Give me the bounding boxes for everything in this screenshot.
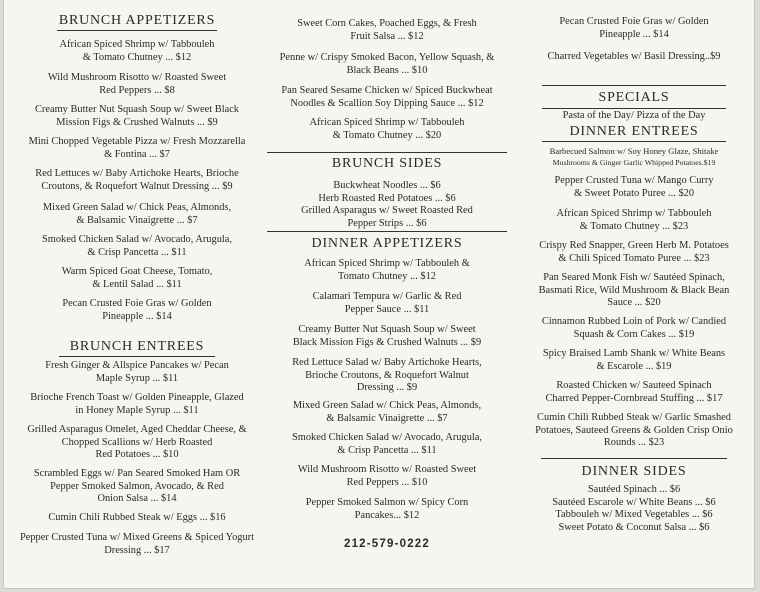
brunch-side-line: Grilled Asparagus w/ Sweet Roasted Red [301,205,473,217]
brunch-appetizer-line: African Spiced Shrimp w/ Tabbouleh [59,39,215,50]
brunch-appetizer-item [10,266,264,291]
brunch-entree-line: Brioche French Toast w/ Golden Pineapple, Glazed [30,392,244,403]
brunch-appetizer-line: & Fontina ... $7 [104,148,170,160]
brunch-appetizer-line: & Crisp Pancetta ... $11 [87,246,187,258]
menu-page [4,0,754,588]
dinner-appetizer-line: Mixed Green Salad w/ Chick Peas, Almonds, [292,400,482,411]
dinner-appetizer-line: Red Peppers ... $10 [346,476,428,488]
brunch-entree-item [10,360,264,385]
dinner-entree-line: Spicy Braised Lamb Shank w/ White Beans [542,348,726,359]
dinner-appetizer-line: Wild Mushroom Risotto w/ Roasted Sweet [297,464,477,475]
brunch-entree-line: Pepper Smoked Salmon, Avocado, & Red [50,480,224,492]
brunch-entree-line: Chopped Scallions w/ Herb Roasted [61,436,213,448]
brunch-entree-cont-line: Penne w/ Crispy Smoked Bacon, Yellow Squash, & [279,52,495,63]
dinner-appetizer-item [266,357,508,395]
dinner-sides-heading: DINNER SIDES [541,458,727,481]
brunch-sides-heading: BRUNCH SIDES [267,152,507,173]
dinner-entree-line: Squash & Corn Cakes ... $19 [573,328,695,340]
brunch-entree-cont-line: African Spiced Shrimp w/ Tabbouleh [309,117,465,128]
dinner-entree-item [516,146,752,168]
specials-text: Pasta of the Day/ Pizza of the Day [542,108,726,123]
dinner-appetizer-line: & Crisp Pancetta ... $11 [337,444,437,456]
specials-heading: SPECIALS [542,85,726,107]
dinner-appetizer-line: Red Lettuce Salad w/ Baby Artichoke Hearts, [292,357,482,368]
dinner-entree-line: Crispy Red Snapper, Green Herb M. Potatoes [539,240,729,251]
brunch-entree-line: Scrambled Eggs w/ Pan Seared Smoked Ham OR [33,468,241,479]
dinner-appetizer-line: & Balsamic Vinaigrette ... $7 [326,412,448,424]
brunch-appetizer-item [10,72,264,97]
dinner-appetizer-line: Pepper Smoked Salmon w/ Spicy Corn [305,497,469,508]
brunch-appetizer-item [10,168,264,193]
brunch-appetizer-line: Red Peppers ... $8 [99,84,175,96]
dinner-appetizer-item [266,258,508,283]
dinner-side-line: Sweet Potato & Coconut Salsa ... $6 [558,521,710,533]
dinner-entree-line: African Spiced Shrimp w/ Tabbouleh [556,208,712,219]
dinner-side-line: Tabbouleh w/ Mixed Vegetables ... $6 [555,509,713,521]
brunch-entree-line: Grilled Asparagus Omelet, Aged Cheddar Cheese, & [27,424,247,435]
brunch-appetizer-line: Mission Figs & Crushed Walnuts ... $9 [56,116,218,128]
brunch-entree-cont-line: Fruit Salsa ... $12 [350,30,424,42]
brunch-sides-list [266,180,508,230]
dinner-appetizer-cont-line: Charred Vegetables w/ Basil Dressing..$9 [547,51,721,62]
dinner-appetizers-heading: DINNER APPETIZERS [267,231,507,253]
brunch-entree-cont-item [266,18,508,43]
dinner-appetizer-item [266,497,508,522]
dinner-entree-line: Cumin Chili Rubbed Steak w/ Garlic Smashed [537,412,731,423]
dinner-appetizer-cont-item [516,51,752,64]
dinner-entree-line: & Tomato Chutney ... $23 [579,220,689,232]
dinner-entree-line: Roasted Chicken w/ Sauteed Spinach [556,380,712,391]
brunch-side-line: Pepper Strips ... $6 [347,217,427,229]
dinner-side-line: Sautéed Escarole w/ White Beans ... $6 [552,496,716,508]
brunch-appetizer-line: & Balsamic Vinaigrette ... $7 [76,214,198,226]
brunch-entree-cont-line: Pan Seared Sesame Chicken w/ Spiced Buckwheat [281,85,493,96]
dinner-appetizer-line: African Spiced Shrimp w/ Tabbouleh & [304,258,470,269]
dinner-entree-line: Sauce ... $20 [607,297,661,309]
brunch-appetizer-item [10,136,264,161]
brunch-entree-line: Pepper Crusted Tuna w/ Mixed Greens & Spiced Yogurt [19,532,255,543]
dinner-appetizer-line: Smoked Chicken Salad w/ Avocado, Arugula, [292,432,482,443]
brunch-side-line: Herb Roasted Red Potatoes ... $6 [318,192,456,204]
brunch-entree-line: Onion Salsa ... $14 [97,493,177,505]
brunch-appetizer-item [10,234,264,259]
brunch-entree-cont-item [266,117,508,142]
dinner-appetizer-item [266,432,508,457]
brunch-entree-line: Maple Syrup ... $11 [95,372,179,384]
dinner-appetizer-cont-item [516,16,752,41]
brunch-entree-item [10,468,264,506]
brunch-appetizer-line: Smoked Chicken Salad w/ Avocado, Arugula, [42,234,232,245]
dinner-entree-line: Pepper Crusted Tuna w/ Mango Curry [554,175,714,186]
dinner-entree-item [516,348,752,373]
brunch-entree-line: Cumin Chili Rubbed Steak w/ Eggs ... $16 [48,512,226,523]
brunch-appetizer-item [10,104,264,129]
brunch-appetizer-item [10,39,264,64]
brunch-entree-line: Dressing ... $17 [104,544,170,556]
dinner-entrees-heading: DINNER ENTREES [542,123,726,142]
dinner-entree-line: & Chili Spiced Tomato Puree ... $23 [558,252,710,264]
brunch-appetizer-line: Pecan Crusted Foie Gras w/ Golden [62,298,212,309]
dinner-appetizer-line: Creamy Butter Nut Squash Soup w/ Sweet [298,324,476,335]
brunch-entrees-heading: BRUNCH ENTREES [59,338,215,357]
dinner-entree-item [516,208,752,233]
brunch-appetizer-line: Mixed Green Salad w/ Chick Peas, Almonds, [42,202,232,213]
brunch-appetizer-line: & Tomato Chutney ... $12 [82,51,192,63]
dinner-sides-list [516,484,752,534]
brunch-entree-item [10,424,264,462]
brunch-appetizers-heading: BRUNCH APPETIZERS [57,12,217,31]
dinner-entree-item [516,175,752,200]
dinner-appetizer-cont-line: Pecan Crusted Foie Gras w/ Golden [559,16,709,27]
dinner-appetizer-line: Brioche Croutons, & Roquefort Walnut [305,369,469,381]
brunch-entree-cont-item [266,85,508,110]
brunch-appetizer-line: Creamy Butter Nut Squash Soup w/ Sweet Black [34,104,240,115]
brunch-appetizer-item [10,298,264,323]
brunch-entree-line: in Honey Maple Syrup ... $11 [75,404,199,416]
brunch-entree-item [10,512,264,525]
dinner-appetizer-line: Calamari Tempura w/ Garlic & Red [312,291,462,302]
dinner-appetizer-line: Dressing ... $9 [356,382,418,394]
dinner-appetizer-line: Black Mission Figs & Crushed Walnuts ... $9 [292,336,482,348]
dinner-entree-line: & Escarole ... $19 [596,360,672,372]
brunch-entree-line: Fresh Ginger & Allspice Pancakes w/ Pecan [45,360,229,371]
phone-number: 212-579-0222 [343,538,431,550]
brunch-side-line: Buckwheat Noodles ... $6 [333,180,441,191]
brunch-entree-cont-item [266,52,508,77]
brunch-appetizer-line: Croutons, & Roquefort Walnut Dressing ... $9 [41,180,233,192]
brunch-appetizer-line: Mini Chopped Vegetable Pizza w/ Fresh Mozzarella [28,136,246,147]
dinner-entree-line: Pan Seared Monk Fish w/ Sautéed Spinach, [543,272,725,283]
brunch-entree-cont-line: & Tomato Chutney ... $20 [332,129,442,141]
dinner-appetizer-line: Tomato Chutney ... $12 [338,270,436,282]
dinner-entree-line: Cinnamon Rubbed Loin of Pork w/ Candied [541,316,727,327]
dinner-appetizer-line: Pepper Sauce ... $11 [344,303,430,315]
brunch-entree-line: Red Potatoes ... $10 [95,449,179,461]
dinner-entree-item [516,380,752,405]
brunch-appetizer-line: Wild Mushroom Risotto w/ Roasted Sweet [47,72,227,83]
dinner-entree-item [516,412,752,450]
dinner-entree-line: Charred Pepper-Cornbread Stuffing ... $17 [545,392,723,404]
dinner-entree-line: Barbecued Salmon w/ Soy Honey Glaze, Shitake [549,146,719,156]
dinner-entree-line: Rounds ... $23 [603,437,665,449]
dinner-side-line: Sautéed Spinach ... $6 [587,484,681,495]
brunch-appetizer-line: Warm Spiced Goat Cheese, Tomato, [61,266,213,277]
brunch-entree-cont-line: Noodles & Scallion Soy Dipping Sauce ... $12 [290,97,484,109]
dinner-entree-item [516,272,752,310]
dinner-appetizer-item [266,324,508,349]
dinner-entree-line: Potatoes, Sauteed Greens & Golden Crisp Onio [535,424,733,436]
dinner-appetizer-item [266,400,508,425]
brunch-entree-item [10,392,264,417]
dinner-entree-line: & Sweet Potato Puree ... $20 [573,187,695,199]
brunch-appetizer-line: Pineapple ... $14 [102,310,172,322]
dinner-appetizer-item [266,464,508,489]
dinner-entree-line: Mushrooms & Ginger Garlic Whipped Potatoes.$19 [552,158,716,167]
dinner-appetizer-cont-line: Pineapple ... $14 [599,28,669,40]
dinner-appetizer-line: Pancakes... $12 [354,509,420,521]
dinner-appetizer-item [266,291,508,316]
brunch-entree-cont-line: Black Beans ... $10 [346,64,428,76]
brunch-entree-item [10,532,264,557]
brunch-appetizer-line: & Lentil Salad ... $11 [92,278,182,290]
brunch-appetizer-line: Red Lettuces w/ Baby Artichoke Hearts, Brioche [35,168,239,179]
dinner-entree-item [516,316,752,341]
brunch-appetizer-item [10,202,264,227]
dinner-entree-item [516,240,752,265]
brunch-entree-cont-line: Sweet Corn Cakes, Poached Eggs, & Fresh [297,18,477,29]
dinner-entree-line: Basmati Rice, Wild Mushroom & Black Bean [538,284,730,296]
